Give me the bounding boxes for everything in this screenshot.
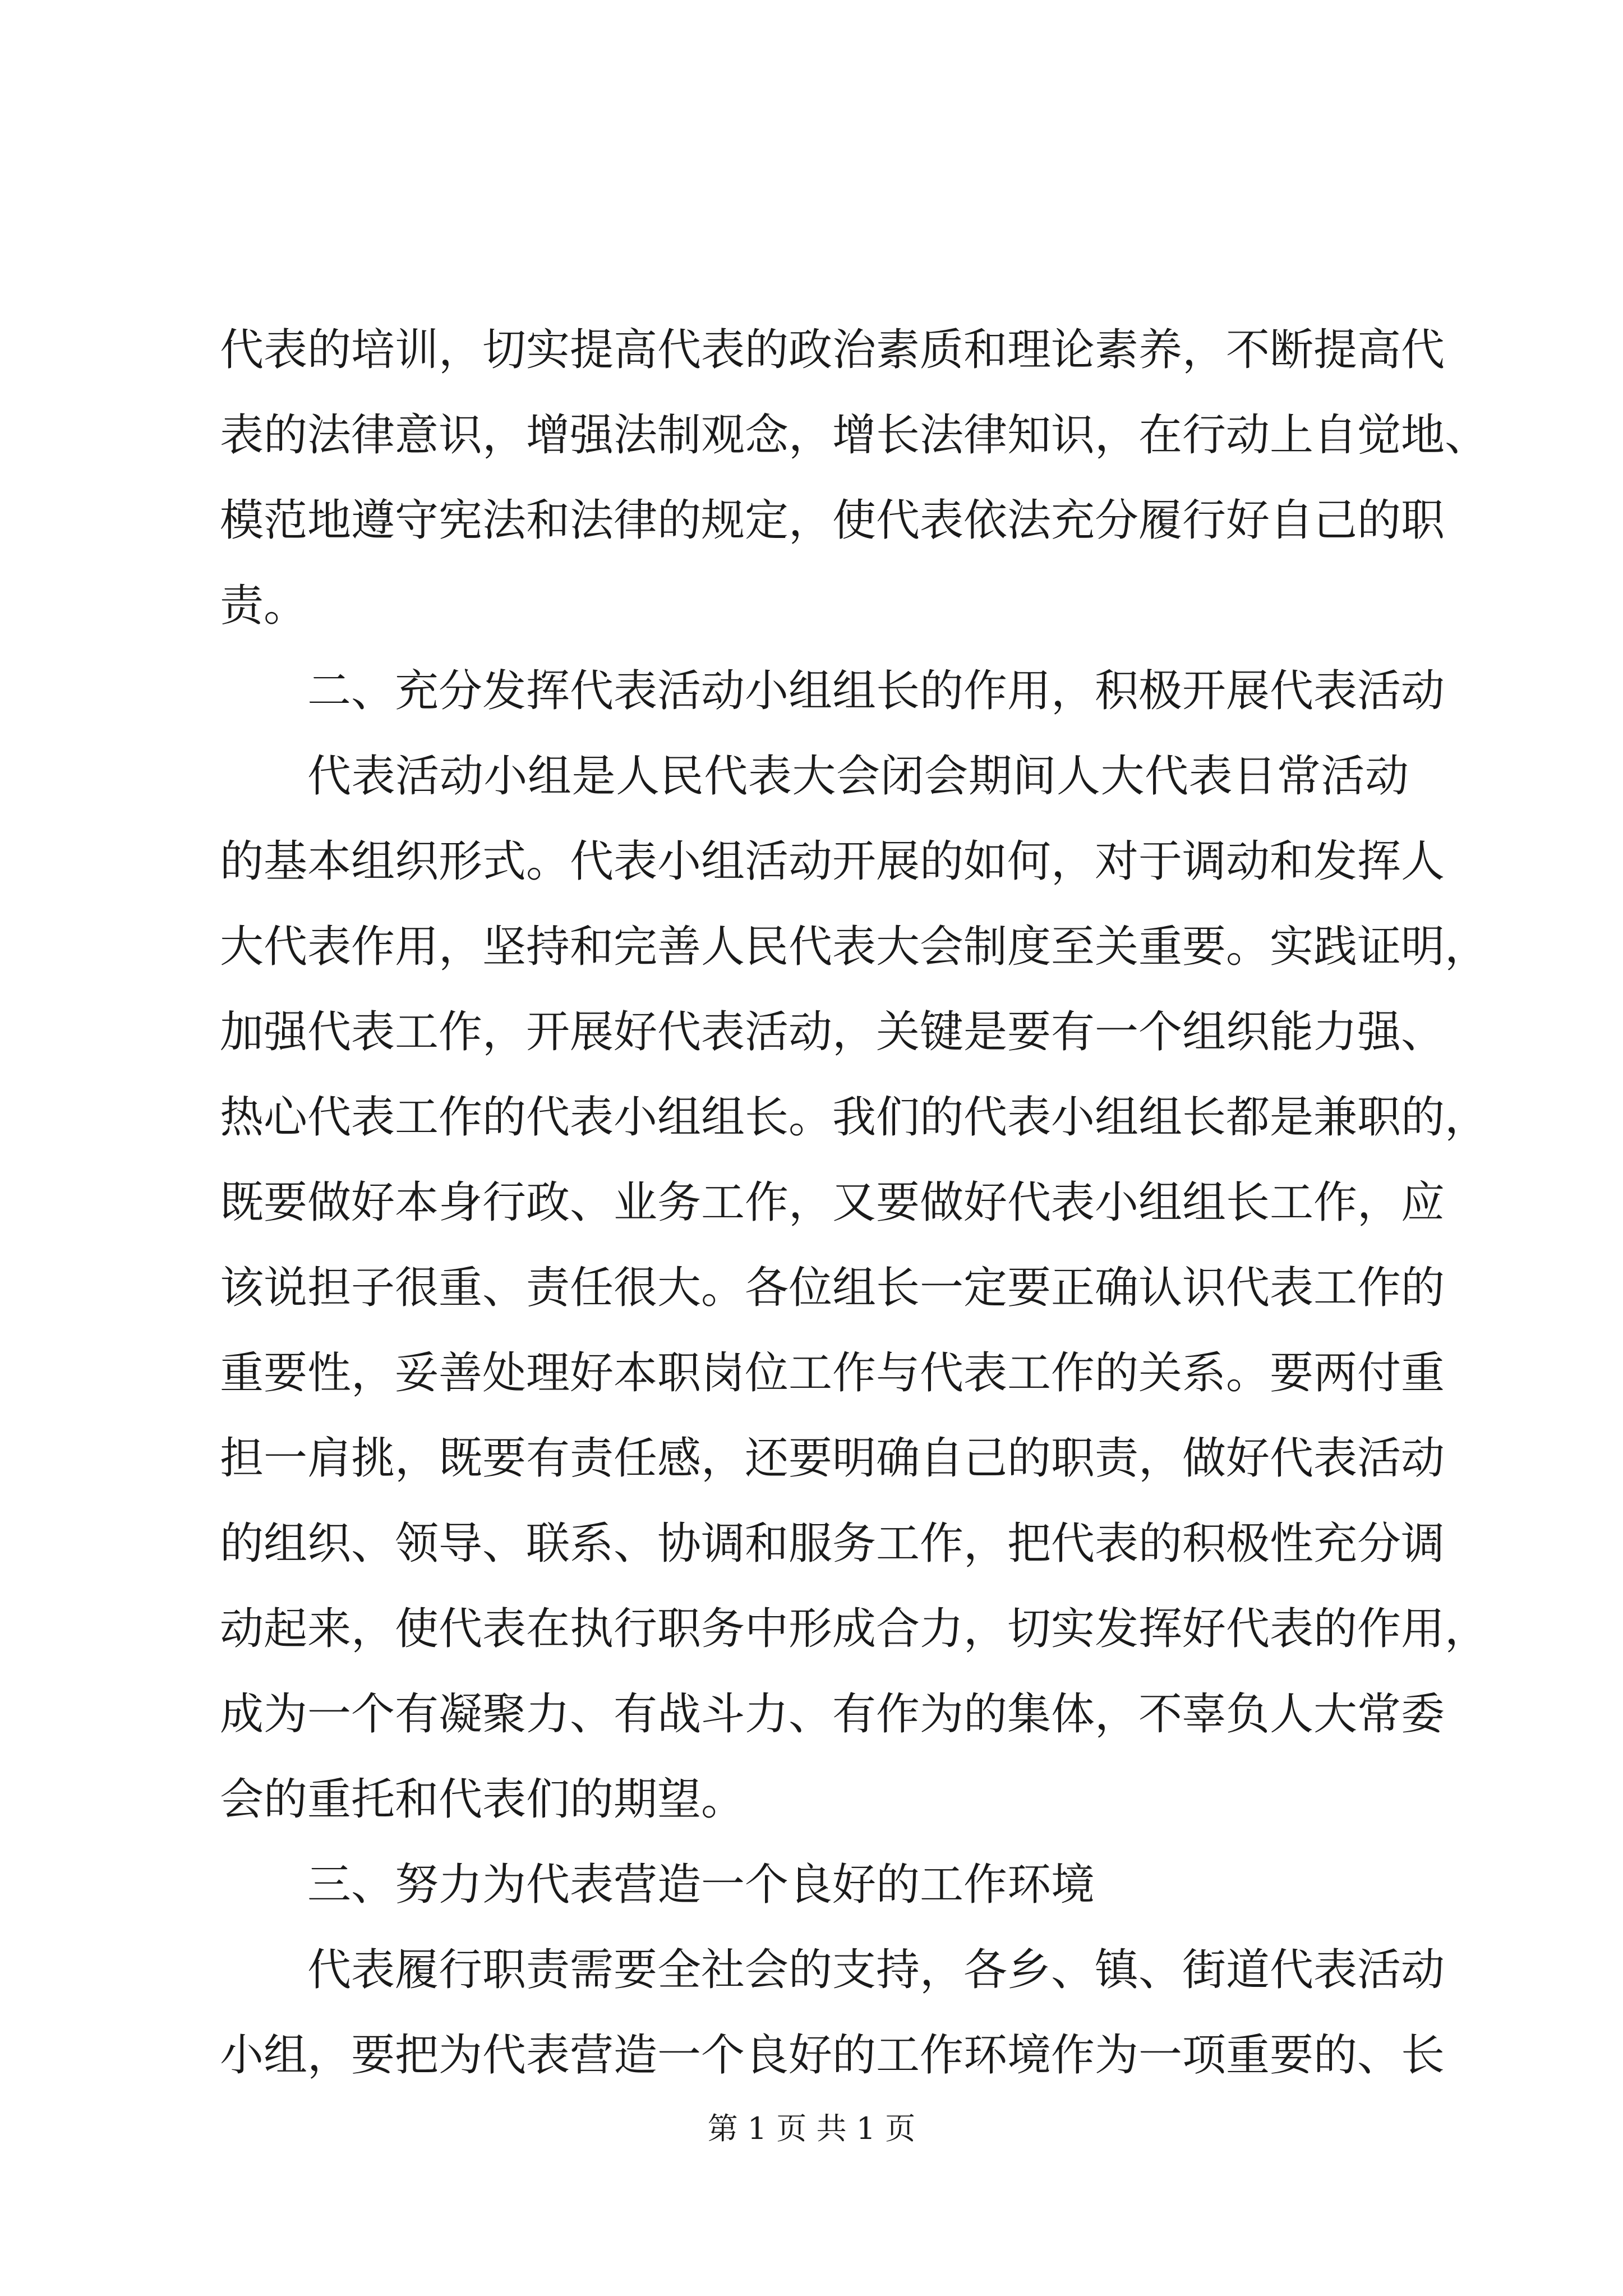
text-line: 代表的培训，切实提高代表的政治素质和理论素养，不断提高代 — [220, 325, 1445, 375]
text-line: 模范地遵守宪法和法律的规定，使代表依法充分履行好自己的职 — [220, 495, 1445, 546]
text-line: 的基本组织形式。代表小组活动开展的如何，对于调动和发挥人 — [220, 836, 1445, 887]
text-line: 重要性，妥善处理好本职岗位工作与代表工作的关系。要两付重 — [220, 1348, 1445, 1398]
text-line: 该说担子很重、责任很大。各位组长一定要正确认识代表工作的 — [220, 1263, 1445, 1313]
text-line: 加强代表工作，开展好代表活动，关键是要有一个组织能力强、 — [220, 1007, 1445, 1057]
text-line: 热心代表工作的代表小组组长。我们的代表小组组长都是兼职的， — [220, 1092, 1489, 1143]
text-line: 动起来，使代表在执行职务中形成合力，切实发挥好代表的作用， — [220, 1604, 1489, 1654]
text-line: 既要做好本身行政、业务工作，又要做好代表小组组长工作，应 — [220, 1177, 1445, 1228]
text-line: 代表履行职责需要全社会的支持，各乡、镇、街道代表活动 — [307, 1945, 1445, 1995]
section-heading-2: 二、充分发挥代表活动小组组长的作用，积极开展代表活动 — [307, 666, 1445, 716]
text-line: 代表活动小组是人民代表大会闭会期间人大代表日常活动 — [307, 751, 1409, 802]
text-line: 大代表作用，坚持和完善人民代表大会制度至关重要。实践证明， — [220, 922, 1489, 972]
text-line: 表的法律意识，增强法制观念，增长法律知识，在行动上自觉地、 — [220, 410, 1489, 461]
text-line: 会的重托和代表们的期望。 — [220, 1774, 745, 1825]
text-line: 责。 — [220, 581, 308, 631]
section-heading-3: 三、努力为代表营造一个良好的工作环境 — [307, 1860, 1095, 1910]
text-line: 担一肩挑，既要有责任感，还要明确自己的职责，做好代表活动 — [220, 1433, 1445, 1484]
text-line: 的组织、领导、联系、协调和服务工作，把代表的积极性充分调 — [220, 1519, 1445, 1569]
text-line: 成为一个有凝聚力、有战斗力、有作为的集体，不辜负人大常委 — [220, 1689, 1445, 1740]
text-line: 小组，要把为代表营造一个良好的工作环境作为一项重要的、长 — [220, 2030, 1445, 2081]
document-body — [220, 307, 1489, 2098]
page-footer: 第 1 页 共 1 页 — [707, 2111, 916, 2146]
